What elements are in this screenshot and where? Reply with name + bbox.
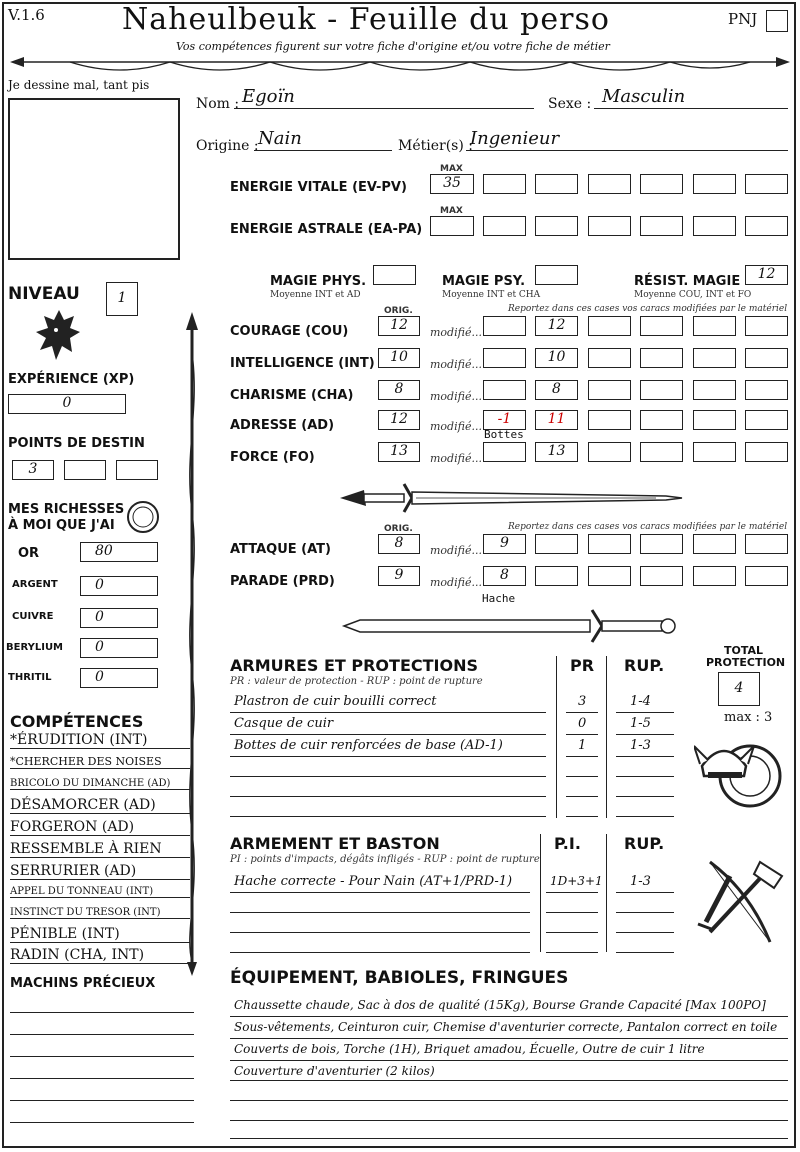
cuivre-label: CUIVRE (12, 611, 54, 622)
armure-line[interactable] (230, 796, 546, 797)
competence-item: DÉSAMORCER (AD) (10, 797, 190, 814)
carac-orig-box[interactable]: 12 (378, 410, 420, 430)
combat-note: Reportez dans ces cases vos caracs modifiées par le matériel (508, 522, 788, 532)
competence-item: BRICOLO DU DIMANCHE (AD) (10, 778, 190, 790)
ev-label: ENERGIE VITALE (EV-PV) (230, 180, 407, 195)
ev-box[interactable] (693, 174, 736, 194)
pnj-checkbox[interactable] (766, 10, 788, 32)
destin-box-empty[interactable] (116, 460, 158, 480)
sexe-label: Sexe : (548, 96, 592, 112)
nom-label: Nom : (196, 96, 240, 112)
arme-name: Hache correcte - Pour Nain (AT+1/PRD-1) (234, 874, 513, 889)
armure-line[interactable] (616, 712, 674, 713)
carac-box[interactable] (588, 442, 631, 462)
machins-line[interactable] (10, 1100, 194, 1101)
competence-item: FORGERON (AD) (10, 819, 190, 836)
carac-box[interactable] (745, 410, 788, 430)
hache-note: Hache (482, 592, 516, 605)
armure-line[interactable] (230, 734, 546, 735)
carac-label: ADRESSE (AD) (230, 418, 335, 433)
combat-box[interactable] (640, 534, 683, 554)
armure-line[interactable] (230, 776, 546, 777)
armure-line[interactable] (230, 712, 546, 713)
combat-box[interactable] (745, 566, 788, 586)
equipement-line[interactable] (230, 1080, 788, 1081)
carac-label: INTELLIGENCE (INT) (230, 356, 375, 371)
combat-label: ATTAQUE (AT) (230, 542, 331, 557)
modif-label: modifié... (430, 576, 482, 589)
ea-box[interactable] (588, 216, 631, 236)
niveau-label: NIVEAU (8, 284, 80, 304)
magie-psy-label: MAGIE PSY. (442, 274, 526, 289)
ev-box[interactable] (588, 174, 631, 194)
arme-line[interactable] (616, 912, 674, 913)
thritil-label: THRITIL (8, 672, 52, 683)
arme-line[interactable] (616, 952, 674, 953)
carac-box[interactable] (693, 348, 736, 368)
carac-box[interactable] (588, 316, 631, 336)
competence-item: SERRURIER (AD) (10, 863, 190, 880)
armement-col-pi: P.I. (554, 834, 581, 853)
berylium-label: BERYLIUM (6, 642, 64, 653)
armure-name: Plastron de cuir bouilli correct (234, 694, 437, 709)
carac-box[interactable] (693, 410, 736, 430)
coin-icon (126, 500, 160, 534)
equipement-line[interactable] (230, 1120, 788, 1121)
xp-box[interactable]: 0 (8, 394, 126, 414)
machins-line[interactable] (10, 1056, 194, 1057)
sword-icon (340, 606, 680, 646)
carac-val-box[interactable]: 10 (535, 348, 578, 368)
destin-box-empty[interactable] (64, 460, 106, 480)
ea-box[interactable] (745, 216, 788, 236)
carac-mod-box[interactable] (483, 316, 526, 336)
metier-field[interactable] (466, 150, 788, 151)
total-protection-box[interactable]: 4 (718, 672, 760, 706)
armure-line[interactable] (566, 756, 598, 757)
carac-val-box[interactable]: 13 (535, 442, 578, 462)
armure-rup: 1-4 (630, 694, 651, 709)
combat-orig-box[interactable]: 8 (378, 534, 420, 554)
equipement-line[interactable] (230, 1100, 788, 1101)
arme-line[interactable] (546, 912, 598, 913)
ad-note: Bottes (484, 428, 524, 441)
armures-col-rup: RUP. (624, 656, 665, 675)
ea-box[interactable] (693, 216, 736, 236)
armement-col-rup: RUP. (624, 834, 665, 853)
arme-line[interactable] (546, 892, 598, 893)
carac-box[interactable] (588, 348, 631, 368)
sexe-field[interactable] (594, 108, 788, 109)
armure-rup: 1-5 (630, 716, 651, 731)
combat-mod-box[interactable]: 8 (483, 566, 526, 586)
arme-line[interactable] (230, 892, 530, 893)
richesses-label-2: À MOI QUE J'AI (8, 518, 115, 533)
ea-box[interactable] (535, 216, 578, 236)
modif-label: modifié... (430, 326, 482, 339)
equipement-item: Couverture d'aventurier (2 kilos) (234, 1064, 435, 1078)
modif-label: modifié... (430, 452, 482, 465)
ea-label: ENERGIE ASTRALE (EA-PA) (230, 222, 423, 237)
carac-orig-box[interactable]: 12 (378, 316, 420, 336)
carac-box[interactable] (640, 380, 683, 400)
magie-phys-note: Moyenne INT et AD (270, 290, 361, 300)
armement-divider (540, 834, 541, 952)
arme-rup: 1-3 (630, 874, 651, 889)
sexe-value: Masculin (602, 86, 686, 107)
destin-box[interactable]: 3 (12, 460, 54, 480)
armement-title: ARMEMENT ET BASTON (230, 834, 440, 853)
armure-line[interactable] (616, 776, 674, 777)
armure-line[interactable] (566, 776, 598, 777)
or-box[interactable]: 80 (80, 542, 158, 562)
machins-title: MACHINS PRÉCIEUX (10, 976, 156, 991)
nom-field[interactable] (234, 108, 534, 109)
carac-orig-box[interactable]: 13 (378, 442, 420, 462)
equipement-line[interactable] (230, 1016, 788, 1017)
armures-divider (606, 656, 607, 818)
ev-box[interactable] (640, 174, 683, 194)
arme-line[interactable] (230, 952, 530, 953)
total-protection-label: PROTECTION (706, 656, 786, 669)
arme-pi: 1D+3+1 (550, 874, 603, 888)
armure-pr: 3 (578, 694, 587, 709)
equipement-line[interactable] (230, 1060, 788, 1061)
pnj-label: PNJ (728, 10, 758, 28)
or-label: OR (18, 546, 40, 561)
ev-max-box[interactable]: 35 (430, 174, 474, 194)
combat-box[interactable] (693, 566, 736, 586)
carac-val-box[interactable]: 8 (535, 380, 578, 400)
competence-item: APPEL DU TONNEAU (INT) (10, 886, 190, 898)
helmet-shield-icon (694, 726, 784, 812)
carac-label: CHARISME (CHA) (230, 388, 354, 403)
competence-item: *CHERCHER DES NOISES (10, 755, 190, 769)
berylium-box[interactable]: 0 (80, 638, 158, 658)
armure-line[interactable] (230, 816, 546, 817)
armure-line[interactable] (566, 734, 598, 735)
combat-box[interactable] (588, 534, 631, 554)
combat-box[interactable] (693, 534, 736, 554)
arme-line[interactable] (546, 932, 598, 933)
equipement-item: Chaussette chaude, Sac à dos de qualité (15Kg), Bourse Grande Capacité [Max 100PO] (234, 998, 766, 1012)
armure-line[interactable] (566, 712, 598, 713)
nom-value: Egoïn (242, 86, 295, 107)
armure-line[interactable] (566, 816, 598, 817)
combat-box[interactable] (535, 566, 578, 586)
armure-name: Bottes de cuir renforcées de base (AD-1) (234, 738, 503, 753)
competence-item: PÉNIBLE (INT) (10, 926, 190, 943)
origine-label: Origine : (196, 138, 259, 154)
ev-max-label: MAX (440, 164, 463, 174)
armures-subtitle: PR : valeur de protection - RUP : point de rupture (230, 676, 483, 687)
modif-label: modifié... (430, 358, 482, 371)
caracs-note: Reportez dans ces cases vos caracs modifiées par le matériel (508, 304, 788, 314)
page-title: Naheulbeuk - Feuille du perso (122, 2, 610, 37)
arme-line[interactable] (616, 892, 674, 893)
ea-box[interactable] (640, 216, 683, 236)
competence-item: RADIN (CHA, INT) (10, 947, 190, 964)
machins-line[interactable] (10, 1122, 194, 1123)
armure-line[interactable] (616, 796, 674, 797)
dragon-icon (34, 306, 84, 364)
carac-orig-box[interactable]: 8 (378, 380, 420, 400)
armures-title: ARMURES ET PROTECTIONS (230, 656, 478, 675)
xp-label: EXPÉRIENCE (XP) (8, 372, 135, 387)
carac-box[interactable] (745, 316, 788, 336)
magie-phys-box[interactable] (373, 265, 416, 285)
carac-box[interactable] (745, 442, 788, 462)
carac-orig-box[interactable]: 10 (378, 348, 420, 368)
modif-label: modifié... (430, 420, 482, 433)
resist-magie-box[interactable]: 12 (745, 265, 788, 285)
argent-label: ARGENT (12, 579, 58, 590)
carac-box[interactable] (693, 316, 736, 336)
thritil-box[interactable]: 0 (80, 668, 158, 688)
armement-subtitle: PI : points d'impacts, dégâts infligés - RUP : point de rupture (230, 854, 540, 865)
carac-val-box[interactable]: 12 (535, 316, 578, 336)
carac-box[interactable] (693, 442, 736, 462)
carac-mod-box[interactable] (483, 380, 526, 400)
combat-mod-box[interactable]: 9 (483, 534, 526, 554)
machins-line[interactable] (10, 1034, 194, 1035)
ea-box[interactable] (483, 216, 526, 236)
machins-line[interactable] (10, 1012, 194, 1013)
competences-title: COMPÉTENCES (10, 712, 144, 731)
armure-rup: 1-3 (630, 738, 651, 753)
carac-box[interactable] (693, 380, 736, 400)
magie-phys-label: MAGIE PHYS. (270, 274, 367, 289)
machins-line[interactable] (10, 1078, 194, 1079)
armure-pr: 1 (578, 738, 587, 753)
equipement-item: Couverts de bois, Torche (1H), Briquet amadou, Écuelle, Outre de cuir 1 litre (234, 1042, 705, 1056)
combat-label: PARADE (PRD) (230, 574, 335, 589)
metier-label: Métier(s) : (398, 138, 473, 154)
argent-box[interactable]: 0 (80, 576, 158, 596)
ev-box[interactable] (745, 174, 788, 194)
armure-line[interactable] (566, 796, 598, 797)
armure-line[interactable] (616, 756, 674, 757)
arme-line[interactable] (230, 932, 530, 933)
destin-label: POINTS DE DESTIN (8, 436, 145, 451)
combat-box[interactable] (640, 566, 683, 586)
ea-max-box[interactable] (430, 216, 474, 236)
carac-box[interactable] (640, 348, 683, 368)
carac-box[interactable] (745, 348, 788, 368)
competence-item: *ÉRUDITION (INT) (10, 732, 190, 749)
armure-line[interactable] (616, 734, 674, 735)
armure-line[interactable] (616, 816, 674, 817)
magie-psy-note: Moyenne INT et CHA (442, 290, 541, 300)
ea-max-label: MAX (440, 206, 463, 216)
combat-orig-label: ORIG. (384, 524, 413, 534)
combat-box[interactable] (535, 534, 578, 554)
armement-divider (606, 834, 607, 952)
sword-icon (336, 478, 686, 518)
arme-line[interactable] (230, 912, 530, 913)
combat-box[interactable] (745, 534, 788, 554)
richesses-label-1: MES RICHESSES (8, 502, 125, 517)
origine-field[interactable] (254, 150, 392, 151)
arme-line[interactable] (616, 932, 674, 933)
carac-mod-box[interactable] (483, 348, 526, 368)
portrait-box[interactable] (8, 98, 180, 260)
carac-box[interactable] (640, 316, 683, 336)
carac-box[interactable] (640, 442, 683, 462)
header-ornament (10, 52, 790, 78)
max-note: max : 3 (724, 710, 773, 725)
resist-magie-note: Moyenne COU, INT et FO (634, 290, 752, 300)
armure-name: Casque de cuir (234, 716, 334, 731)
arme-line[interactable] (546, 952, 598, 953)
resist-magie-label: RÉSIST. MAGIE (634, 274, 741, 289)
equipement-line[interactable] (230, 1038, 788, 1039)
magie-psy-box[interactable] (535, 265, 578, 285)
modif-label: modifié... (430, 390, 482, 403)
modif-label: modifié... (430, 544, 482, 557)
carac-box[interactable] (588, 410, 631, 430)
cuivre-box[interactable]: 0 (80, 608, 158, 628)
origine-value: Nain (258, 128, 302, 149)
equipement-title: ÉQUIPEMENT, BABIOLES, FRINGUES (230, 968, 569, 988)
competence-item: RESSEMBLE À RIEN (10, 841, 190, 858)
carac-mod-box[interactable]: -1 (483, 410, 526, 430)
equipement-item: Sous-vêtements, Ceinturon cuir, Chemise d'aventurier correcte, Pantalon correct en toile (234, 1020, 778, 1034)
ev-box[interactable] (483, 174, 526, 194)
equipement-line[interactable] (230, 1138, 788, 1139)
weapons-icon (690, 852, 786, 948)
combat-box[interactable] (588, 566, 631, 586)
competence-item: INSTINCT DU TRESOR (INT) (10, 907, 190, 919)
metier-value: Ingenieur (470, 128, 560, 149)
caracs-orig-label: ORIG. (384, 306, 413, 316)
carac-mod-box[interactable] (483, 442, 526, 462)
ev-box[interactable] (535, 174, 578, 194)
armure-pr: 0 (578, 716, 587, 731)
combat-orig-box[interactable]: 9 (378, 566, 420, 586)
carac-box[interactable] (588, 380, 631, 400)
carac-label: COURAGE (COU) (230, 324, 349, 339)
version-label: V.1.6 (8, 6, 45, 24)
armures-col-pr: PR (570, 656, 595, 675)
armure-line[interactable] (230, 756, 546, 757)
carac-box[interactable] (640, 410, 683, 430)
page-subtitle: Vos compétences figurent sur votre fiche d'origine et/ou votre fiche de métier (176, 40, 610, 53)
portrait-caption: Je dessine mal, tant pis (8, 78, 150, 92)
carac-box[interactable] (745, 380, 788, 400)
carac-label: FORCE (FO) (230, 450, 315, 465)
niveau-box[interactable]: 1 (106, 282, 138, 316)
armures-divider (556, 656, 557, 818)
carac-val-box[interactable]: 11 (535, 410, 578, 430)
total-protection-label: TOTAL (724, 644, 764, 657)
